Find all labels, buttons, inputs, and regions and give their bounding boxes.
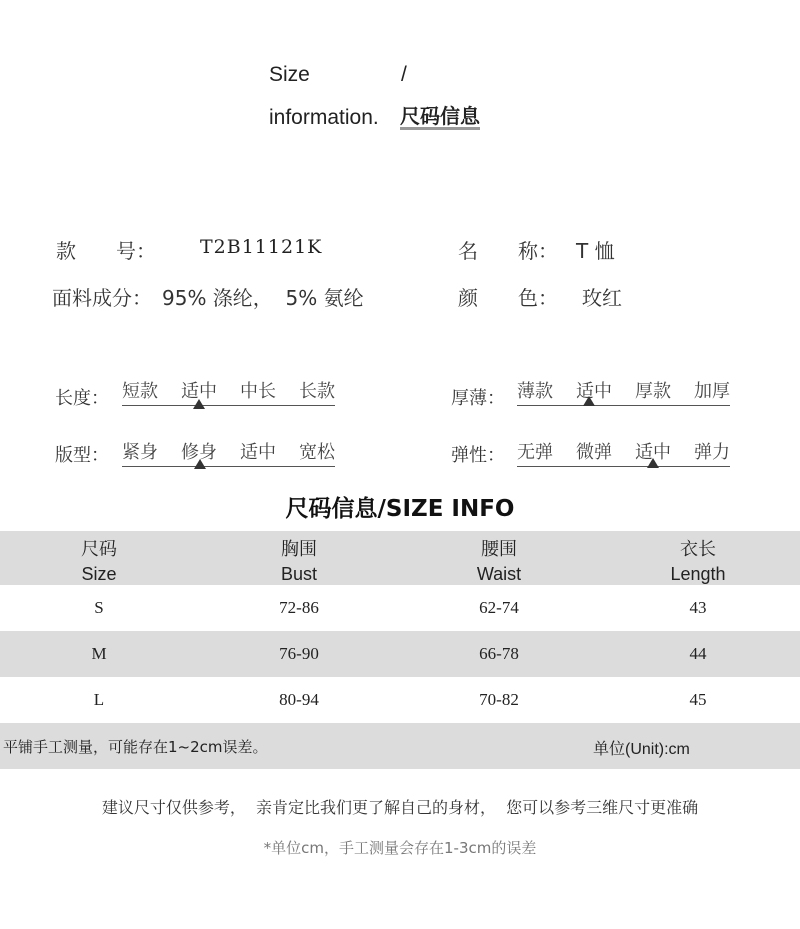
cell-bust: 72-86 bbox=[279, 598, 319, 617]
cell-length: 43 bbox=[689, 598, 707, 617]
header-cn: 腰围 bbox=[481, 539, 517, 560]
header-bust bbox=[281, 535, 317, 585]
cell-bust: 80-94 bbox=[279, 690, 319, 709]
cell-waist: 70-82 bbox=[479, 690, 519, 709]
color-label: 颜 色： bbox=[458, 286, 558, 310]
scale-line bbox=[517, 405, 730, 406]
scale-option: 微弹 bbox=[576, 442, 612, 463]
header-length bbox=[670, 535, 725, 585]
table-row bbox=[0, 585, 800, 631]
table-note-row bbox=[0, 723, 800, 769]
unit-note: 单位(Unit):cm bbox=[593, 741, 690, 758]
scale-marker-triangle-icon bbox=[194, 459, 206, 469]
title-en-information: information. bbox=[269, 106, 379, 129]
scale-marker-triangle-icon bbox=[647, 458, 659, 468]
header-en: Size bbox=[81, 564, 117, 584]
footnote: *单位cm，手工测量会存在1-3cm的误差 bbox=[263, 839, 537, 857]
fabric-label: 面料成分： bbox=[52, 286, 152, 310]
product-name-value: T 恤 bbox=[576, 239, 615, 263]
scale-line bbox=[517, 466, 730, 467]
scale-option: 宽松 bbox=[299, 442, 335, 463]
scale-option: 紧身 bbox=[122, 442, 158, 463]
scale-option: 厚款 bbox=[635, 381, 671, 402]
scale-label: 长度： bbox=[55, 388, 109, 409]
title-cn: 尺码信息 bbox=[400, 104, 480, 128]
header-cn: 胸围 bbox=[281, 539, 317, 560]
scale-marker-triangle-icon bbox=[583, 396, 595, 406]
scale-option: 加厚 bbox=[694, 381, 730, 402]
title-en-size: Size bbox=[269, 63, 310, 86]
cell-size: M bbox=[91, 644, 107, 663]
style-number-label: 款 号： bbox=[56, 239, 156, 263]
header-en: Bust bbox=[280, 564, 318, 584]
scale-option: 弹力 bbox=[694, 442, 730, 463]
cell-length: 44 bbox=[689, 644, 707, 663]
scale-option: 修身 bbox=[181, 442, 217, 463]
cell-size: S bbox=[94, 598, 104, 617]
style-number-value: T2B11121K bbox=[200, 236, 323, 258]
scale-label: 弹性： bbox=[451, 445, 505, 466]
header-en: Length bbox=[670, 564, 726, 584]
scale-option: 适中 bbox=[635, 442, 671, 463]
scale-line bbox=[122, 405, 335, 406]
scale-option: 适中 bbox=[181, 381, 217, 402]
scale-marker-triangle-icon bbox=[193, 399, 205, 409]
cell-waist: 62-74 bbox=[479, 598, 519, 617]
size-advice: 建议尺寸仅供参考， 亲肯定比我们更了解自己的身材， 您可以参考三维尺寸更准确 bbox=[101, 798, 699, 817]
cell-bust: 76-90 bbox=[279, 644, 319, 663]
scale-option: 适中 bbox=[576, 381, 612, 402]
scale-option: 短款 bbox=[122, 381, 158, 402]
fabric-value: 95% 涤纶， 5% 氨纶 bbox=[162, 286, 364, 310]
scale-option: 适中 bbox=[240, 442, 276, 463]
scale-option: 无弹 bbox=[517, 442, 553, 463]
header-waist bbox=[477, 535, 521, 585]
scale-option: 长款 bbox=[299, 381, 335, 402]
table-row bbox=[0, 631, 800, 677]
cell-size: L bbox=[93, 690, 105, 709]
header-cn: 衣长 bbox=[680, 539, 716, 560]
size-table-title: 尺码信息/SIZE INFO bbox=[285, 496, 515, 522]
scale-line bbox=[122, 466, 335, 467]
header-size bbox=[81, 535, 117, 585]
table-header-row bbox=[0, 531, 800, 585]
header-cn: 尺码 bbox=[81, 539, 117, 560]
cell-waist: 66-78 bbox=[479, 644, 519, 663]
table-row bbox=[0, 677, 800, 723]
cell-length: 45 bbox=[689, 690, 707, 709]
color-value: 玫红 bbox=[582, 286, 622, 310]
header-en: Waist bbox=[476, 564, 522, 584]
scale-option: 中长 bbox=[240, 381, 276, 402]
scale-label: 版型： bbox=[55, 445, 109, 466]
scale-option: 薄款 bbox=[517, 381, 553, 402]
title-slash: / bbox=[401, 63, 407, 86]
product-name-label: 名 称： bbox=[458, 239, 558, 263]
scale-label: 厚薄： bbox=[451, 388, 505, 409]
measurement-note: 平铺手工测量，可能存在1~2cm误差。 bbox=[3, 738, 268, 756]
